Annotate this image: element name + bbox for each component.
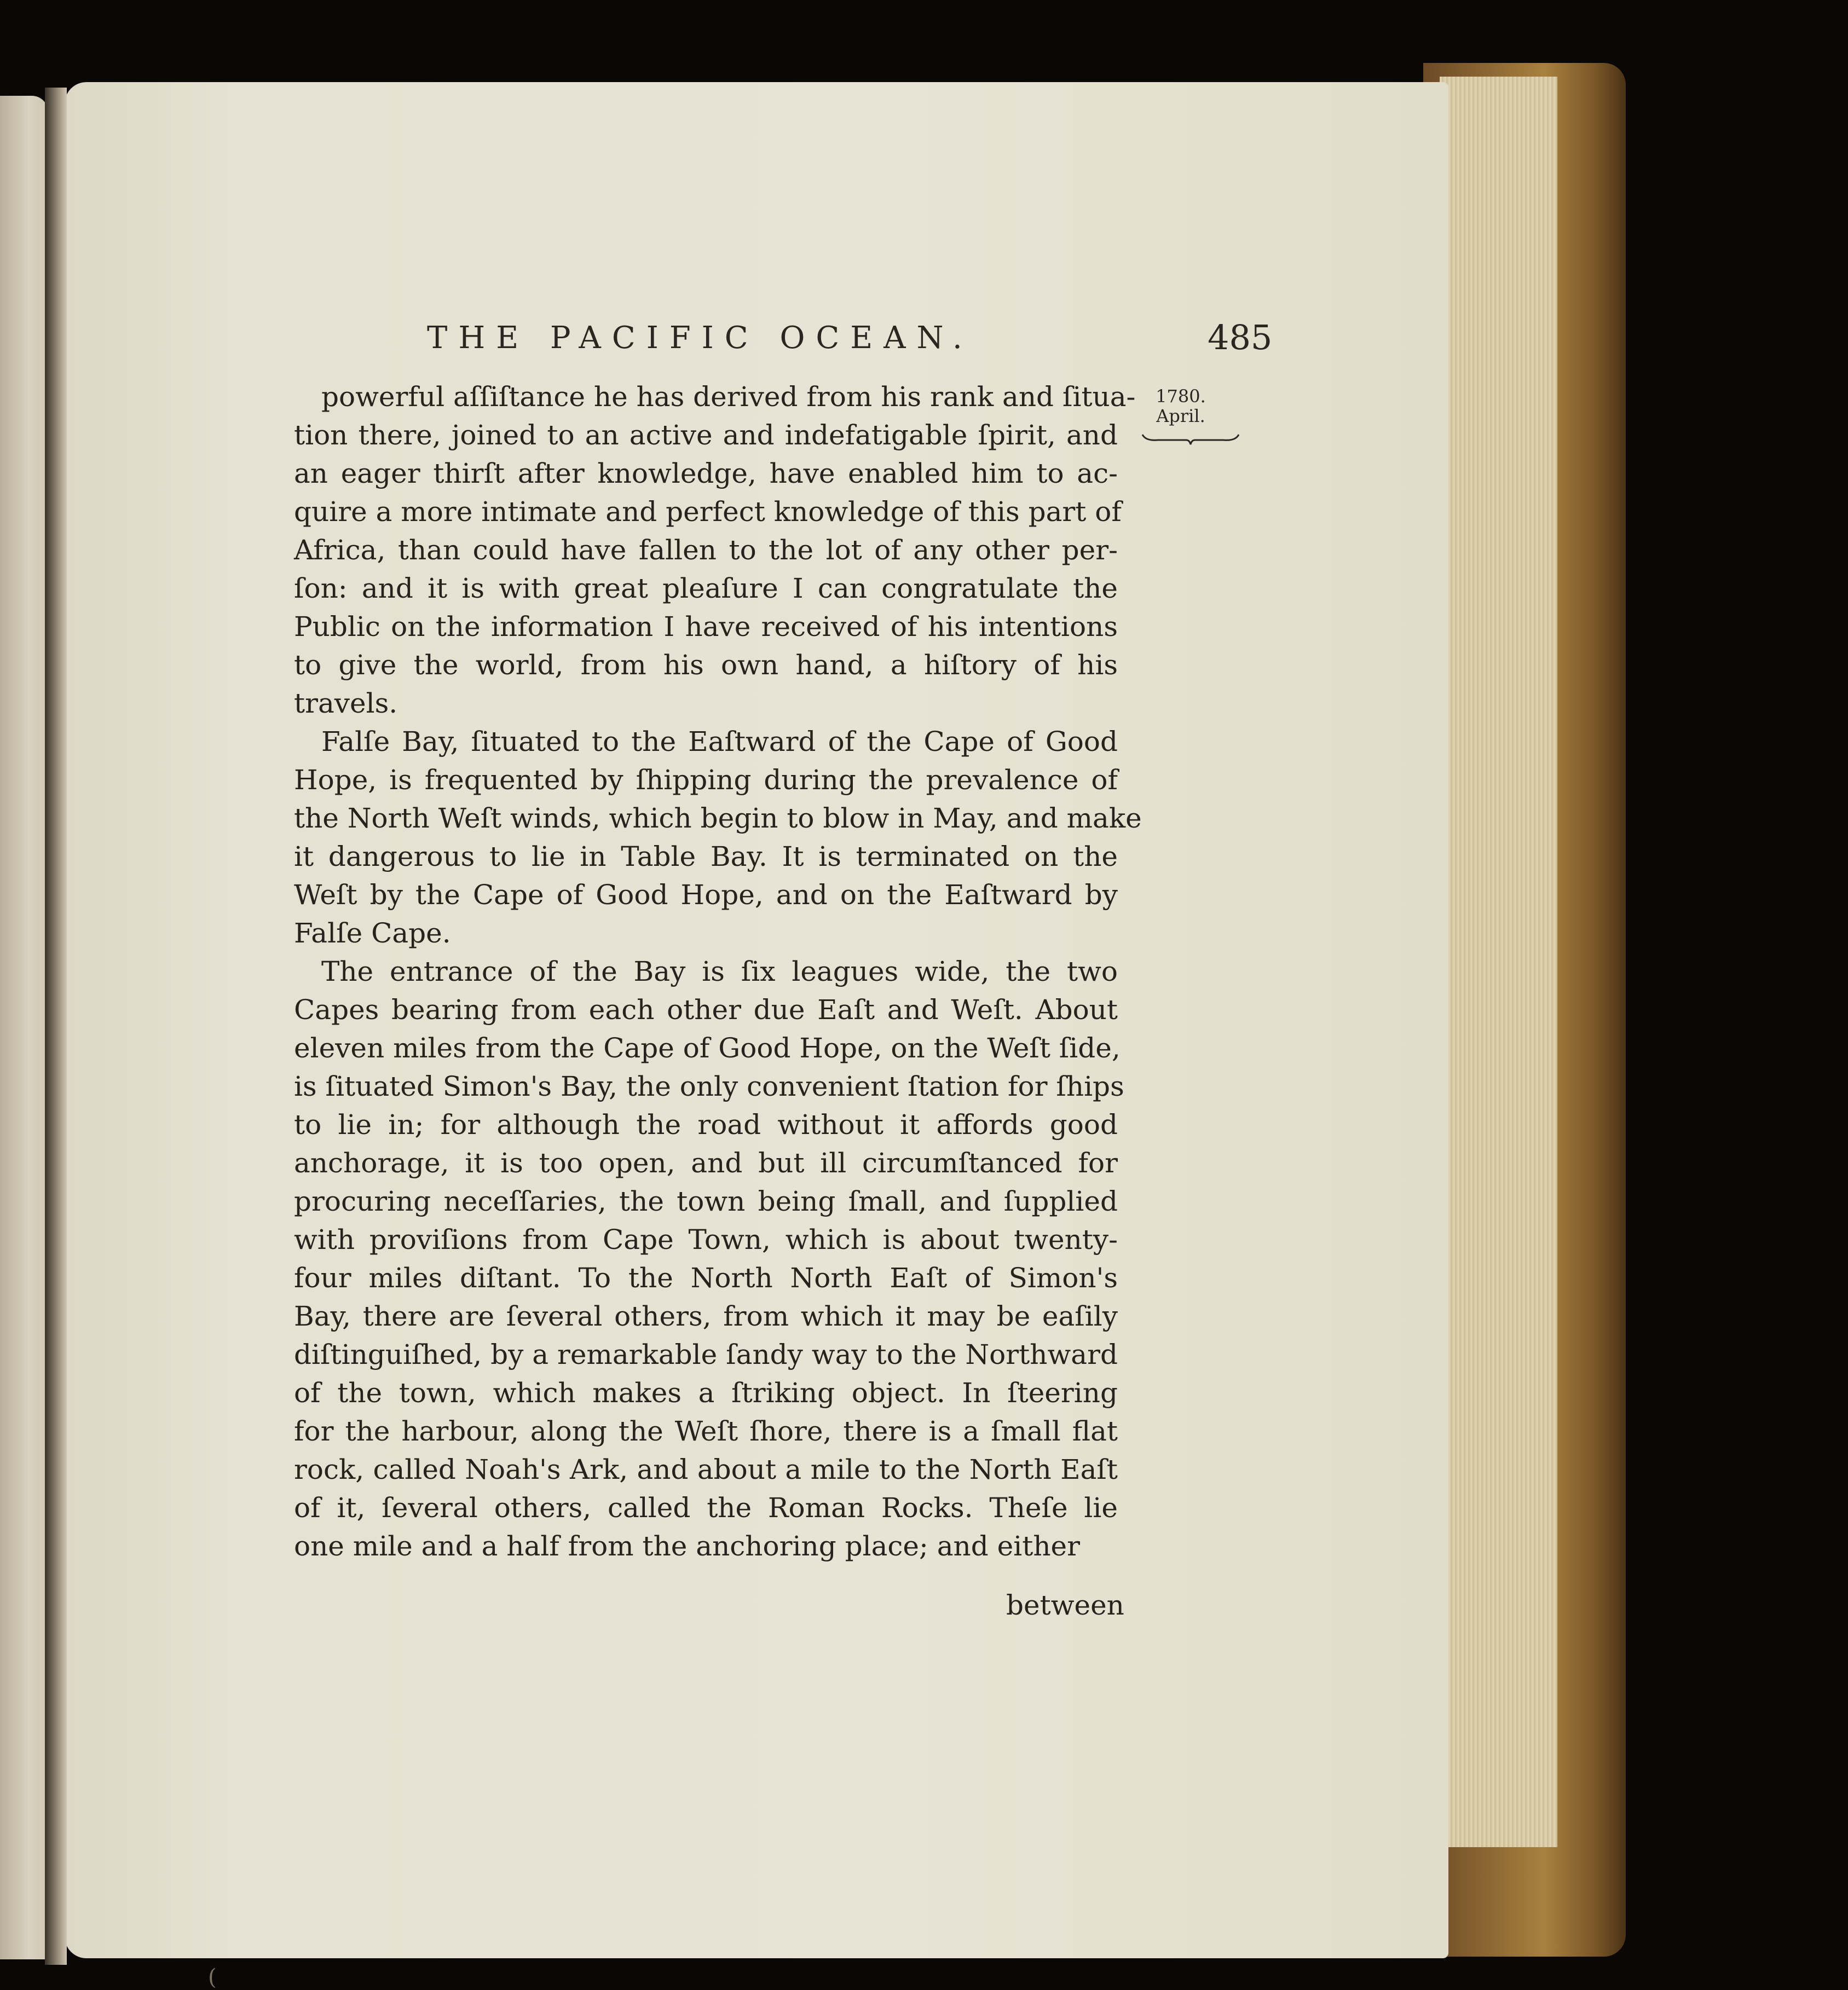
text-line: Hope, is frequented by ſhipping during the prevalence of (294, 764, 1118, 796)
text-line: rock, called Noah's Ark, and about a mile to the North Eaſt (294, 1454, 1118, 1485)
running-title: THE PACIFIC OCEAN. (427, 320, 973, 356)
paragraph (294, 722, 1142, 952)
text-line: anchorage, it is too open, and but ill circumſtanced for (294, 1147, 1118, 1179)
text-line: the North Weſt winds, which begin to blow in May, and make (294, 802, 1142, 834)
text-line: Bay, there are ſeveral others, from which it may be eaſily (294, 1300, 1118, 1332)
text-line: Weſt by the Cape of Good Hope, and on the Eaſtward by (294, 879, 1118, 911)
text-line: of the town, which makes a ſtriking object. In ſteering (294, 1377, 1118, 1409)
stray-mark: ( (208, 1965, 217, 1990)
text-line: it dangerous to lie in Table Bay. It is terminated on the (294, 841, 1118, 872)
text-line: diſtinguiſhed, by a remarkable ſandy way to the Northward (294, 1339, 1118, 1370)
text-line: with proviſions from Cape Town, which is about twenty- (294, 1224, 1118, 1256)
page-number: 485 (1208, 317, 1273, 357)
margin-month: April. (1156, 406, 1205, 426)
text-line: Africa, than could have fallen to the lot of any other per- (294, 534, 1118, 566)
text-line: for the harbour, along the Weſt ſhore, there is a ſmall flat (294, 1415, 1118, 1447)
text-line: Public on the information I have received of his intentions (294, 611, 1118, 643)
text-line: tion there, joined to an active and indefatigable ſpirit, and (294, 419, 1118, 451)
text-line: an eager thirſt after knowledge, have enabled him to ac- (294, 458, 1118, 489)
text-line: Falſe Bay, ſituated to the Eaſtward of the Cape of Good (321, 726, 1118, 757)
margin-year: 1780. (1156, 386, 1206, 407)
text-line: to give the world, from his own hand, a hiſtory of his (294, 649, 1118, 681)
text-line: four miles diſtant. To the North North Eaſt of Simon's (294, 1262, 1118, 1294)
facing-page-edge (0, 96, 48, 1959)
text-line: ſon: and it is with great pleaſure I can congratulate the (294, 572, 1118, 604)
gutter-shadow (45, 88, 67, 1965)
text-line: one mile and a half from the anchoring place; and either (294, 1530, 1081, 1562)
catchword: between (1006, 1589, 1124, 1621)
text-line: Capes bearing from each other due Eaſt and Weſt. About (294, 994, 1118, 1026)
text-line: procuring neceſſaries, the town being ſmall, and ſupplied (294, 1185, 1118, 1217)
text-line: to lie in; for although the road without it affords good (294, 1109, 1118, 1141)
text-line: Falſe Cape. (294, 917, 451, 949)
margin-brace-icon (1141, 432, 1240, 446)
text-line: The entrance of the Bay is ſix leagues wide, the two (321, 956, 1118, 987)
text-line: is ſituated Simon's Bay, the only convenient ſtation for ſhips (294, 1071, 1124, 1102)
body-text (294, 378, 1142, 1565)
page-block-edges (1440, 77, 1557, 1847)
text-line: of it, ſeveral others, called the Roman Rocks. Theſe lie (294, 1492, 1118, 1524)
paragraph (294, 378, 1136, 722)
text-line: powerful aſſiſtance he has derived from his rank and ſitua- (321, 381, 1136, 413)
text-line: eleven miles from the Cape of Good Hope, on the Weſt ſide, (294, 1032, 1121, 1064)
margin-date-note (1140, 386, 1222, 426)
paragraph (294, 952, 1124, 1565)
text-line: quire a more intimate and perfect knowledge of this part of (294, 496, 1122, 528)
text-line: travels. (294, 687, 398, 719)
